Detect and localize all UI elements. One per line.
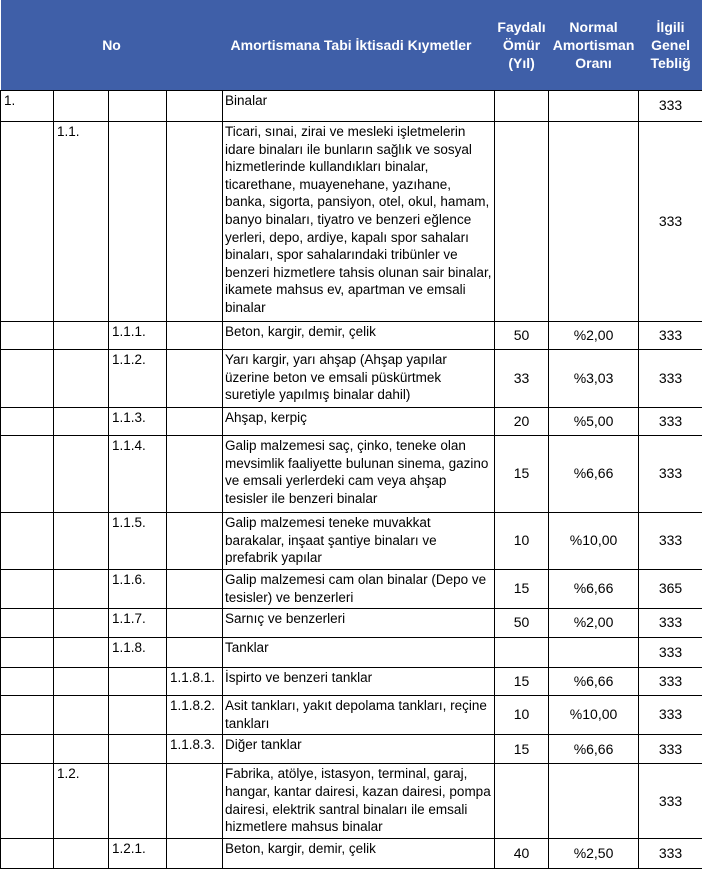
row-communique: 333 — [639, 735, 702, 764]
row-communique: 333 — [639, 513, 702, 570]
empty-cell — [1, 839, 54, 869]
empty-cell — [54, 570, 109, 609]
table-row — [1, 436, 702, 513]
row-description: İspirto ve benzeri tanklar — [223, 668, 495, 696]
row-useful-life: 40 — [495, 839, 549, 869]
row-useful-life: 15 — [495, 735, 549, 764]
header-life-line-2: Ömür — [502, 37, 541, 53]
table-row — [1, 408, 702, 436]
header-no: No — [1, 0, 223, 91]
table-row — [1, 350, 702, 408]
empty-cell — [167, 408, 223, 436]
row-useful-life: 20 — [495, 408, 549, 436]
row-description: Beton, kargir, demir, çelik — [223, 839, 495, 869]
header-ref-line-2: Genel — [651, 37, 690, 53]
table-row — [1, 638, 702, 668]
table-row — [1, 91, 702, 122]
header-ref-line-3: Tebliğ — [650, 55, 691, 71]
row-depreciation-rate: %3,03 — [549, 350, 639, 408]
empty-cell — [54, 350, 109, 408]
row-description: Galip malzemesi saç, çinko, teneke olan mevsimlik faaliyette bulunan sinema, gazino ve emsali yerlerdeki cam veya ahşap tesisler ile benzeri binalar — [223, 436, 495, 513]
empty-cell — [167, 91, 223, 122]
table-row — [1, 570, 702, 609]
empty-cell — [54, 735, 109, 764]
row-code: 1.1.3. — [109, 408, 167, 436]
empty-cell — [54, 839, 109, 869]
empty-cell — [109, 122, 167, 322]
empty-cell — [167, 638, 223, 668]
row-communique: 333 — [639, 609, 702, 638]
row-depreciation-rate: %2,00 — [549, 322, 639, 350]
row-description: Galip malzemesi teneke muvakkat barakalar, inşaat şantiye binaları ve prefabrik yapılar — [223, 513, 495, 570]
table-row — [1, 122, 702, 322]
row-code: 1.1.8.1. — [167, 668, 223, 696]
header-life-line-1: Faydalı — [497, 19, 546, 35]
row-description: Tanklar — [223, 638, 495, 668]
table-row — [1, 696, 702, 735]
row-description: Galip malzemesi cam olan binalar (Depo ve tesisler) ve benzerleri — [223, 570, 495, 609]
row-depreciation-rate: %6,66 — [549, 735, 639, 764]
row-code: 1.1.1. — [109, 322, 167, 350]
header-rate-line-3: Oranı — [575, 55, 612, 71]
table-row — [1, 735, 702, 764]
empty-cell — [167, 513, 223, 570]
header-item: Amortismana Tabi İktisadi Kıymetler — [223, 0, 495, 91]
empty-cell — [109, 764, 167, 839]
empty-cell — [1, 764, 54, 839]
row-depreciation-rate: %6,66 — [549, 436, 639, 513]
header-ref — [639, 0, 702, 91]
empty-cell — [1, 513, 54, 570]
row-description: Fabrika, atölye, istasyon, terminal, garaj, hangar, kantar dairesi, kazan dairesi, pompa dairesi, elektrik santral binaları ile emsali hizmetlere mahsus binalar — [223, 764, 495, 839]
row-communique: 333 — [639, 764, 702, 839]
empty-cell — [167, 122, 223, 322]
row-depreciation-rate — [549, 122, 639, 322]
table-row — [1, 513, 702, 570]
header-life-line-3: (Yıl) — [508, 55, 535, 71]
row-depreciation-rate: %5,00 — [549, 408, 639, 436]
row-code: 1.1.8.3. — [167, 735, 223, 764]
empty-cell — [167, 436, 223, 513]
row-depreciation-rate: %6,66 — [549, 668, 639, 696]
empty-cell — [54, 322, 109, 350]
row-communique: 333 — [639, 668, 702, 696]
row-code: 1.1.8. — [109, 638, 167, 668]
empty-cell — [167, 322, 223, 350]
empty-cell — [54, 408, 109, 436]
row-useful-life: 15 — [495, 570, 549, 609]
row-code: 1.1.6. — [109, 570, 167, 609]
row-code: 1.1.8.2. — [167, 696, 223, 735]
header-rate-line-1: Normal — [569, 19, 618, 35]
empty-cell — [1, 408, 54, 436]
empty-cell — [109, 668, 167, 696]
header-rate-line-2: Amortisman — [552, 37, 635, 53]
row-code: 1.1.4. — [109, 436, 167, 513]
row-useful-life: 50 — [495, 322, 549, 350]
empty-cell — [167, 350, 223, 408]
row-communique: 333 — [639, 839, 702, 869]
row-communique: 365 — [639, 570, 702, 609]
row-code: 1.2. — [54, 764, 109, 839]
row-description: Ticari, sınai, zirai ve mesleki işletmelerin idare binaları ile bunların sağlık ve sosyal hizmetlerinde kullandıkları binalar, ticarethane, muayenehane, yazıhane, banka, sigorta, pansiyon, otel, okul, hamam, banyo binaları, tiyatro ve benzeri eğlence yerleri, depo, ardiye, kapalı spor sahaları binaları, spor sahalarındaki tribünler ve benzeri hizmetlere tahsis olunan sair binalar, ikamete mahsus ev, apartman ve emsali binalar — [223, 122, 495, 322]
header-life — [495, 0, 549, 91]
empty-cell — [54, 638, 109, 668]
row-communique: 333 — [639, 408, 702, 436]
row-communique: 333 — [639, 436, 702, 513]
row-depreciation-rate: %2,00 — [549, 609, 639, 638]
header-ref-line-1: İlgili — [656, 19, 685, 35]
row-communique: 333 — [639, 122, 702, 322]
empty-cell — [1, 322, 54, 350]
table-row — [1, 322, 702, 350]
row-description: Sarnıç ve benzerleri — [223, 609, 495, 638]
row-useful-life — [495, 122, 549, 322]
empty-cell — [1, 122, 54, 322]
row-description: Yarı kargir, yarı ahşap (Ahşap yapılar üzerine beton ve emsali püskürtmek suretiyle yapılmış binalar dahil) — [223, 350, 495, 408]
row-communique: 333 — [639, 350, 702, 408]
row-code: 1.1.2. — [109, 350, 167, 408]
row-depreciation-rate — [549, 638, 639, 668]
empty-cell — [109, 91, 167, 122]
row-depreciation-rate — [549, 91, 639, 122]
header-row — [1, 0, 702, 91]
row-useful-life: 10 — [495, 696, 549, 735]
empty-cell — [1, 436, 54, 513]
row-useful-life: 15 — [495, 668, 549, 696]
empty-cell — [54, 668, 109, 696]
empty-cell — [1, 668, 54, 696]
empty-cell — [54, 609, 109, 638]
row-communique: 333 — [639, 638, 702, 668]
row-useful-life: 15 — [495, 436, 549, 513]
empty-cell — [1, 570, 54, 609]
row-useful-life: 10 — [495, 513, 549, 570]
empty-cell — [167, 839, 223, 869]
empty-cell — [1, 609, 54, 638]
row-depreciation-rate: %10,00 — [549, 696, 639, 735]
row-code: 1. — [1, 91, 54, 122]
table-row — [1, 609, 702, 638]
empty-cell — [54, 513, 109, 570]
header-rate — [549, 0, 639, 91]
empty-cell — [167, 764, 223, 839]
empty-cell — [167, 570, 223, 609]
row-useful-life — [495, 764, 549, 839]
row-useful-life — [495, 638, 549, 668]
empty-cell — [1, 696, 54, 735]
row-depreciation-rate: %2,50 — [549, 839, 639, 869]
row-useful-life — [495, 91, 549, 122]
row-description: Binalar — [223, 91, 495, 122]
empty-cell — [1, 735, 54, 764]
row-description: Diğer tanklar — [223, 735, 495, 764]
empty-cell — [54, 436, 109, 513]
row-communique: 333 — [639, 322, 702, 350]
row-useful-life: 33 — [495, 350, 549, 408]
empty-cell — [1, 638, 54, 668]
row-depreciation-rate: %6,66 — [549, 570, 639, 609]
row-code: 1.1.7. — [109, 609, 167, 638]
row-description: Ahşap, kerpiç — [223, 408, 495, 436]
row-code: 1.2.1. — [109, 839, 167, 869]
row-communique: 333 — [639, 696, 702, 735]
empty-cell — [109, 696, 167, 735]
empty-cell — [54, 696, 109, 735]
row-useful-life: 50 — [495, 609, 549, 638]
empty-cell — [109, 735, 167, 764]
table-row — [1, 668, 702, 696]
row-code: 1.1.5. — [109, 513, 167, 570]
row-depreciation-rate: %10,00 — [549, 513, 639, 570]
row-depreciation-rate — [549, 764, 639, 839]
empty-cell — [167, 609, 223, 638]
row-code: 1.1. — [54, 122, 109, 322]
empty-cell — [54, 91, 109, 122]
table-row — [1, 839, 702, 869]
row-communique: 333 — [639, 91, 702, 122]
table-row — [1, 764, 702, 839]
row-description: Asit tankları, yakıt depolama tankları, reçine tankları — [223, 696, 495, 735]
empty-cell — [1, 350, 54, 408]
row-description: Beton, kargir, demir, çelik — [223, 322, 495, 350]
